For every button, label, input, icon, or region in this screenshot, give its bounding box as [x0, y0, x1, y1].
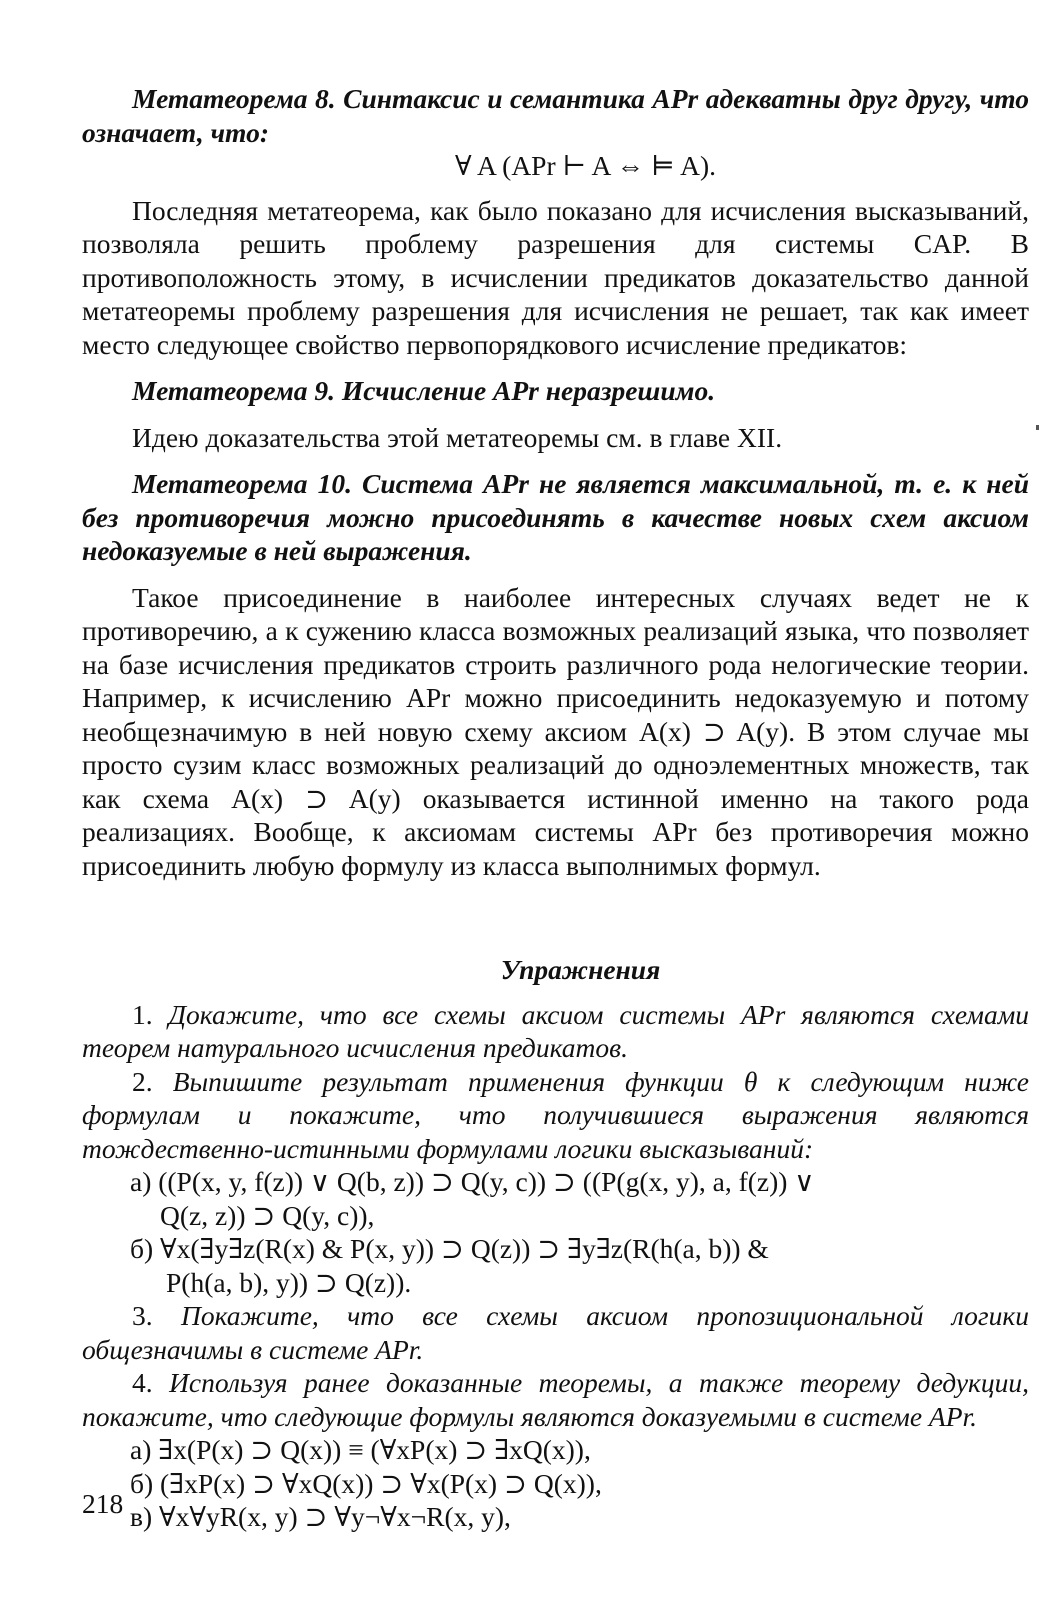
page-content: [82, 82, 1029, 1534]
exercise-4b: б) (∃xP(x) ⊃ ∀xQ(x)) ⊃ ∀x(P(x) ⊃ Q(x)),: [130, 1467, 602, 1499]
paragraph-3: Такое присоединение в наиболее интересных случаях ведет не к противоречию, а к сужению класса возможных реализаций языка, что позволяет на базе исчисления предикатов строить различного рода нелогические теории. Например, к исчислению APr можно присоединить недоказуемую и потому необщезначимую в ней новую схему аксиом A(x) ⊃ A(y). В этом случае мы просто сузим класс возможных реализаций до одноэлементных множеств, так как схема A(x) ⊃ A(y) оказывается истинной именно на такого рода реализациях. Вообще, к аксиомам системы APr без противоречия можно присоединить любую формулу из класса выполнимых формул.: [82, 581, 1029, 881]
exercise-1-text: Докажите, что все схемы аксиом системы APr являются схемами теорем натурального исчисления предикатов.: [82, 998, 1029, 1063]
exercise-2a-line-2: Q(z, z)) ⊃ Q(y, c)),: [160, 1199, 375, 1231]
metatheorem-10: Метатеорема 10. Система APr не является максимальной, т. е. к ней без противоречия можно присоединять в качестве новых схем аксиом недоказуемые в ней выражения.: [82, 468, 1029, 566]
exercise-4-text: Используя ранее доказанные теоремы, а также теорему дедукции, покажите, что следующие формулы являются доказуемыми в системе APr.: [82, 1367, 1030, 1432]
exercise-4: [82, 1366, 1029, 1433]
exercise-1: [82, 998, 1029, 1065]
exercise-3-text: Покажите, что все схемы аксиом пропозициональной логики общезначимы в системе APr.: [82, 1300, 1029, 1365]
exercise-2: [82, 1065, 1029, 1166]
exercise-4a: а) ∃x(P(x) ⊃ Q(x)) ≡ (∀xP(x) ⊃ ∃xQ(x)),: [130, 1434, 591, 1465]
metatheorem-8: Метатеорема 8. Синтаксис и семантика APr адекватны друг другу, что означает, что:: [82, 83, 1029, 148]
exercise-2-text: Выпишите результат применения функции θ к следующим ниже формулам и покажите, что получившиеся выражения являются тождественно-истинными формулами логики высказываний:: [82, 1065, 1029, 1164]
formula-metatheorem-8: ∀ A (APr ⊢ A ⇔ ⊨ A).: [454, 150, 716, 181]
exercise-2a-line-1: а) ((P(x, y, f(z)) ∨ Q(b, z)) ⊃ Q(y, c)) ⊃ ((P(g(x, y), a, f(z)) ∨: [130, 1166, 815, 1197]
exercise-2b-line-1: б) ∀x(∃y∃z(R(x) & P(x, y)) ⊃ Q(z)) ⊃ ∃y∃z(R(h(a, b)) &: [130, 1233, 769, 1264]
exercise-1-number: 1.: [132, 998, 153, 1030]
exercise-2-number: 2.: [132, 1065, 153, 1097]
exercises-heading: Упражнения: [500, 954, 661, 985]
paragraph-1: Последняя метатеорема, как было показано для исчисления высказываний, позволяла решить проблему разрешения для системы CAP. В противоположность этому, в исчислении предикатов доказательство данной метатеоремы проблему разрешения для исчисления не решает, так как имеет место следующее свойство первопорядкового исчисление предикатов:: [82, 194, 1029, 360]
exercise-3-number: 3.: [132, 1300, 153, 1331]
paragraph-2: Идею доказательства этой метатеоремы см. в главе XII.: [132, 421, 783, 453]
exercise-3: [82, 1299, 1029, 1366]
page-number: 218: [82, 1488, 124, 1519]
scan-speck: [1036, 425, 1039, 430]
exercise-2b-line-2: P(h(a, b), y)) ⊃ Q(z)).: [166, 1266, 412, 1298]
exercise-4-number: 4.: [132, 1367, 153, 1398]
metatheorem-9: Метатеорема 9. Исчисление APr неразрешимо.: [132, 375, 716, 406]
exercise-4c: в) ∀x∀yR(x, y) ⊃ ∀y¬∀x¬R(x, y),: [130, 1501, 511, 1532]
